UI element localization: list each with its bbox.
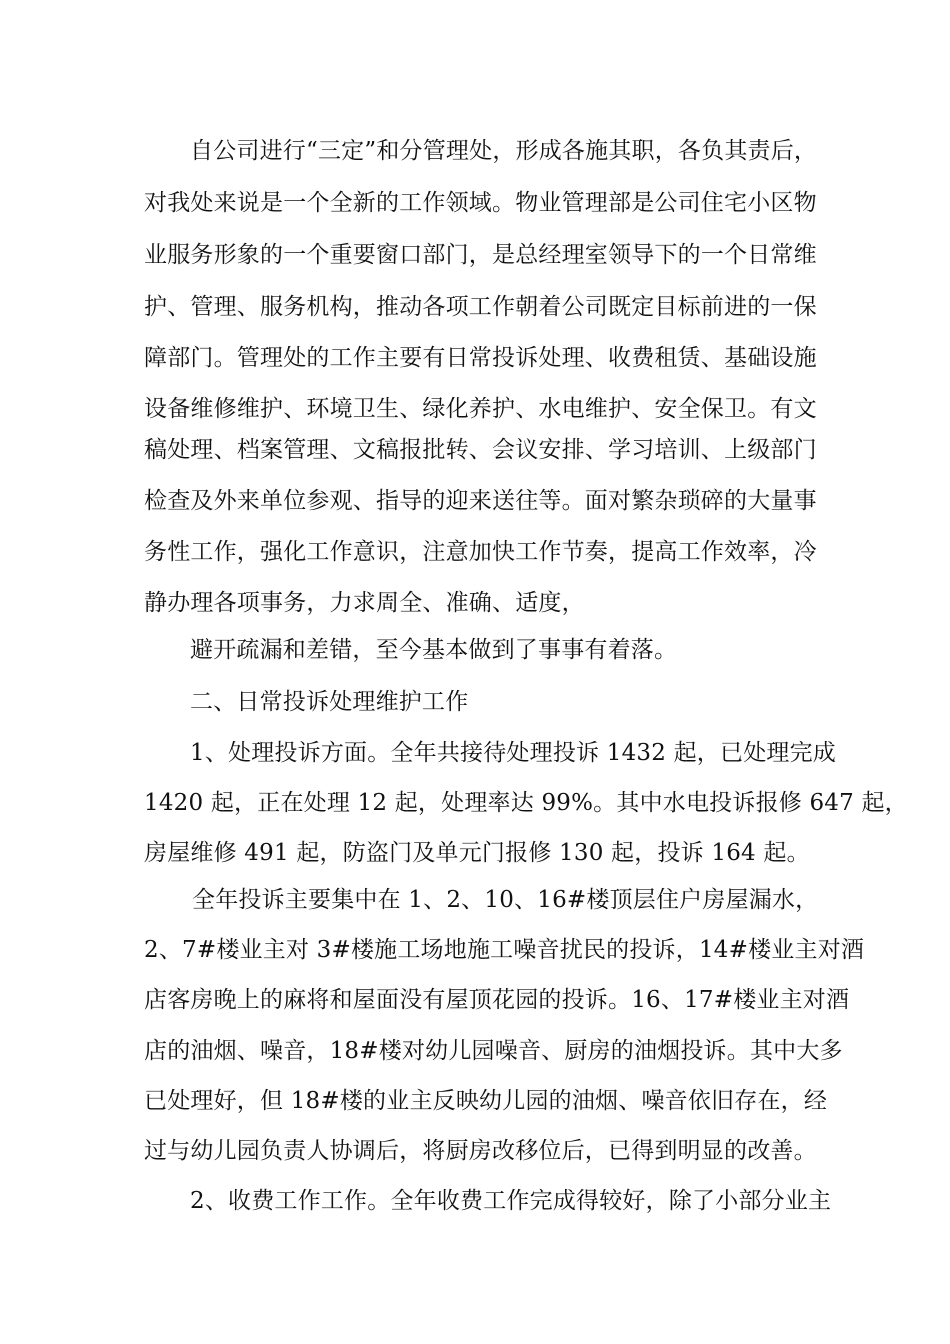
paragraph-line: 已处理好，但 18#楼的业主反映幼儿园的油烟、噪音依旧存在，经: [144, 1088, 828, 1114]
paragraph-line: 2、收费工作工作。全年收费工作完成得较好，除了小部分业主: [190, 1188, 832, 1214]
paragraph-line: 过与幼儿园负责人协调后，将厨房改移位后，已得到明显的改善。: [144, 1138, 817, 1164]
paragraph-line: 1420 起，正在处理 12 起，处理率达 99%。其中水电投诉报修 647 起，: [144, 790, 908, 816]
paragraph-line: 房屋维修 491 起，防盗门及单元门报修 130 起，投诉 164 起。: [144, 840, 810, 866]
paragraph-line: 护、管理、服务机构，推动各项工作朝着公司既定目标前进的一保: [144, 294, 817, 320]
paragraph-line: 检查及外来单位参观、指导的迎来送往等。面对繁杂琐碎的大量事: [144, 488, 817, 514]
paragraph-line: 设备维修维护、环境卫生、绿化养护、水电维护、安全保卫。有文: [144, 396, 817, 422]
paragraph-line: 稿处理、档案管理、文稿报批转、会议安排、学习培训、上级部门: [144, 437, 817, 463]
paragraph-line: 2、7#楼业主对 3#楼施工场地施工噪音扰民的投诉，14#楼业主对酒: [144, 937, 865, 963]
section-heading: 二、日常投诉处理维护工作: [190, 689, 469, 715]
paragraph-line: 店的油烟、噪音，18#楼对幼儿园噪音、厨房的油烟投诉。其中大多: [144, 1038, 843, 1064]
paragraph-line: 对我处来说是一个全新的工作领域。物业管理部是公司住宅小区物: [144, 190, 817, 216]
paragraph-line: 务性工作，强化工作意识，注意加快工作节奏，提高工作效率，冷: [144, 539, 817, 565]
paragraph-line: 自公司进行“三定”和分管理处，形成各施其职，各负其责后，: [190, 138, 818, 164]
paragraph-line: 全年投诉主要集中在 1、2、10、16#楼顶层住户房屋漏水，: [192, 887, 819, 913]
paragraph-line: 静办理各项事务，力求周全、准确、适度，: [144, 590, 585, 616]
paragraph-line: 避开疏漏和差错，至今基本做到了事事有着落。: [190, 637, 678, 663]
paragraph-line: 业服务形象的一个重要窗口部门，是总经理室领导下的一个日常维: [144, 242, 817, 268]
paragraph-line: 1、处理投诉方面。全年共接待处理投诉 1432 起，已处理完成: [190, 740, 836, 766]
paragraph-line: 障部门。管理处的工作主要有日常投诉处理、收费租赁、基础设施: [144, 345, 817, 371]
paragraph-line: 店客房晚上的麻将和屋面没有屋顶花园的投诉。16、17#楼业主对酒: [144, 987, 850, 1013]
